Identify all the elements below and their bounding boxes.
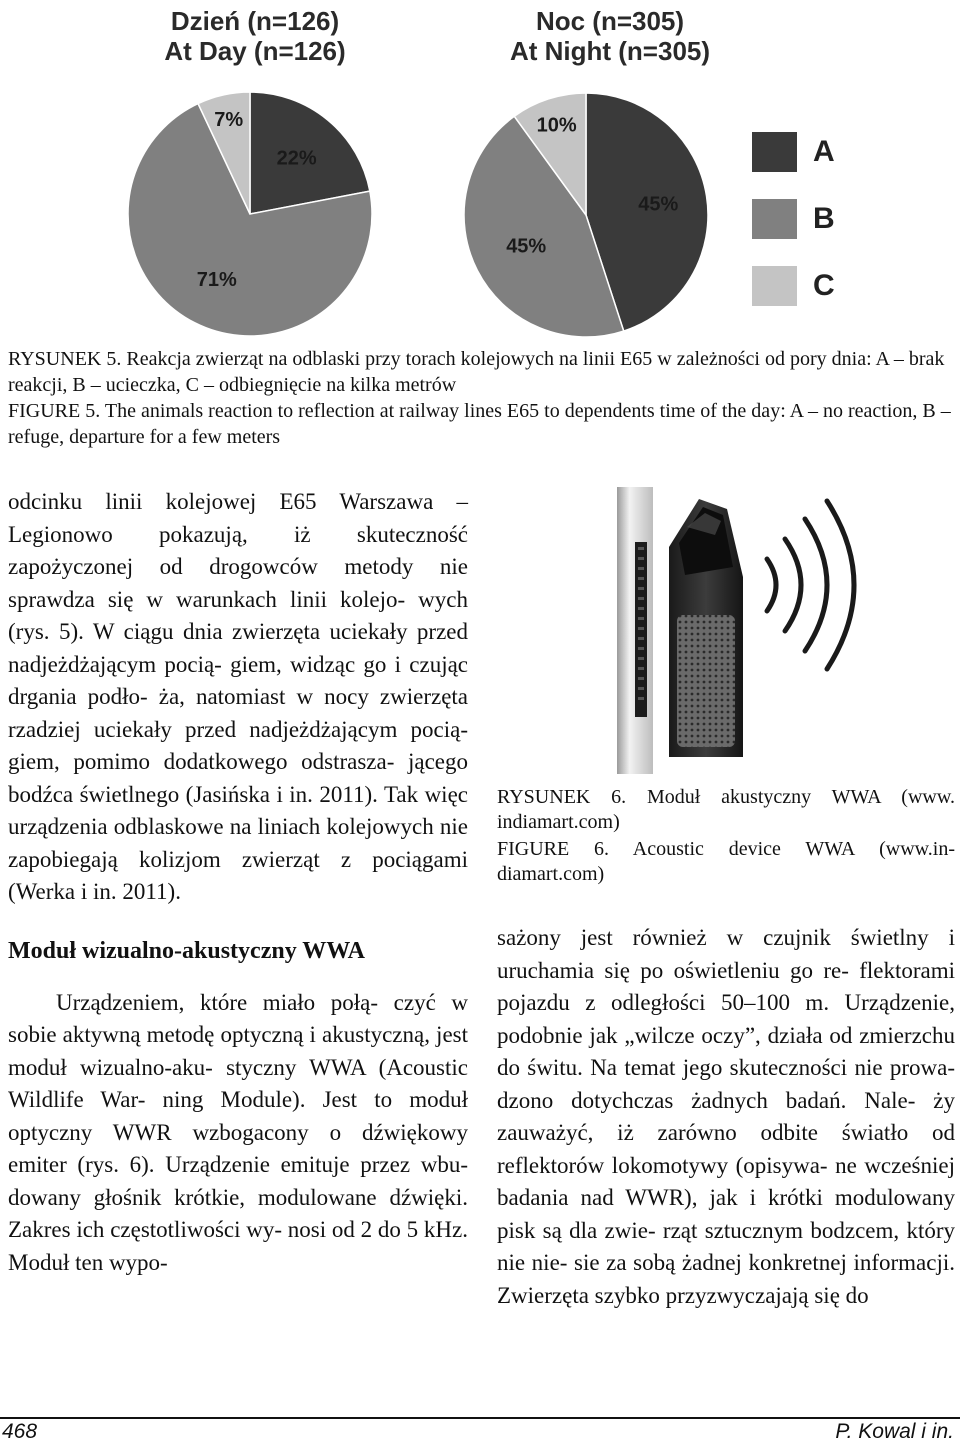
left-column — [8, 486, 468, 1279]
figure-5-caption-pl: RYSUNEK 5. Reakcja zwierząt na odblaski przy torach kolejowych na linii E65 w zależności od pory dnia: A – brak reakcji, B – ucieczka, C – odbiegnięcie na kilka metrów — [8, 348, 945, 396]
figure-5-caption-en: FIGURE 5. The animals reaction to reflection at railway lines E65 to dependents time of the day: A – no reaction, B – refuge, departure for a few meters — [8, 400, 951, 448]
pie-0-label-b: 71% — [196, 269, 237, 292]
figure-6-caption — [497, 785, 955, 889]
left-paragraph-1: odcinku linii kolejowej E65 Warszawa – Legionowo pokazują, iż skuteczność zapożyczonej od drogowców metody nie sprawdza się w warunkach linii kolejo- wych (rys. 5). W ciągu dnia zwierzęta uciekały przed nadjeżdżającym pocią- giem, widząc go i czując drgania podło- ża, natomiast w nocy zwierzęta rzadziej uciekały przed nadjeżdżającym pocią- giem, pomimo dodatkowego odstrasza- jącego bodźca świetlnego (Jasińska i in. 2011). Tak więc urządzenia odblaskowe na liniach kolejowych nie zapobiegają kolizjom zwierząt z pociągami (Werka i in. 2011). — [8, 489, 468, 904]
pie-1-label-a: 45% — [638, 193, 679, 216]
pie-1-label-b: 45% — [506, 235, 547, 258]
right-column — [497, 922, 955, 1312]
day-chart-title-en: At Day (n=126) — [164, 36, 346, 66]
legend-label-c: C — [813, 269, 835, 302]
figure-5-charts — [0, 0, 960, 340]
legend-swatch-c — [752, 266, 797, 306]
legend-swatch-b — [752, 199, 797, 239]
legend-item-a — [752, 132, 835, 172]
right-paragraph: sażony jest również w czujnik świetlny i uruchamia się po oświetleniu go re- flektorami pojazdu z odległości 50–100 m. Urządzenie, podobnie jak „wilcze oczy”, działa od zmierzchu do świtu. Na temat jego skuteczności nie prowa- dzono dotychczas żadnych badań. Nale- ży zauważyć, iż zarówno odbite światło od reflektorów lokomotywy (opisywa- ne wcześniej badania nad WWR), jak i krótki modulowany pisk są dla zwie- rząt sztucznym bodzcem, który nie nie- sie za sobą żadnej konkretnej informacji. Zwierzęta szybko przyzwyczajają się do — [497, 925, 955, 1308]
figure-6-caption-en: FIGURE 6. Acoustic device WWA (www.in- diamart.com) — [497, 838, 955, 885]
figure-5-caption — [8, 346, 956, 450]
wwa-device-illustration — [617, 487, 907, 774]
day-chart-title-pl: Dzień (n=126) — [170, 6, 340, 36]
pie-0-label-c: 7% — [214, 108, 244, 131]
figure-6-caption-pl: RYSUNEK 6. Moduł akustyczny WWA (www. indiamart.com) — [497, 786, 955, 833]
night-chart-title-en: At Night (n=305) — [509, 36, 711, 66]
pie-1-label-c: 10% — [536, 114, 577, 137]
legend-label-b: B — [813, 202, 835, 235]
left-paragraph-2: Urządzeniem, które miało połą- czyć w sobie aktywną metodę optyczną i akustyczną, jest moduł wizualno-aku- styczny WWA (Acoustic Wildlife War- ning Module). Jest to moduł optyczny WWR wzbogacony o dźwiękowy emiter (rys. 6). Urządzenie emituje przez wbu- dowany głośnik krótkie, modulowane dźwięki. Zakres ich częstotliwości wy- nosi od 2 do 5 kHz. Moduł ten wypo- — [8, 989, 468, 1275]
section-heading: Moduł wizualno-akustyczny WWA — [8, 937, 365, 964]
legend-item-b — [752, 199, 835, 239]
pie-0-label-a: 22% — [276, 147, 317, 170]
footer-rule — [0, 1417, 960, 1419]
chart-legend — [752, 132, 835, 333]
page-number: 468 — [2, 1420, 38, 1443]
footer-authors: P. Kowal i in. — [835, 1420, 954, 1443]
legend-label-a: A — [813, 135, 835, 168]
acoustic-device-photo — [617, 487, 907, 774]
night-chart-title-pl: Noc (n=305) — [535, 6, 685, 36]
legend-item-c — [752, 266, 835, 306]
legend-swatch-a — [752, 132, 797, 172]
